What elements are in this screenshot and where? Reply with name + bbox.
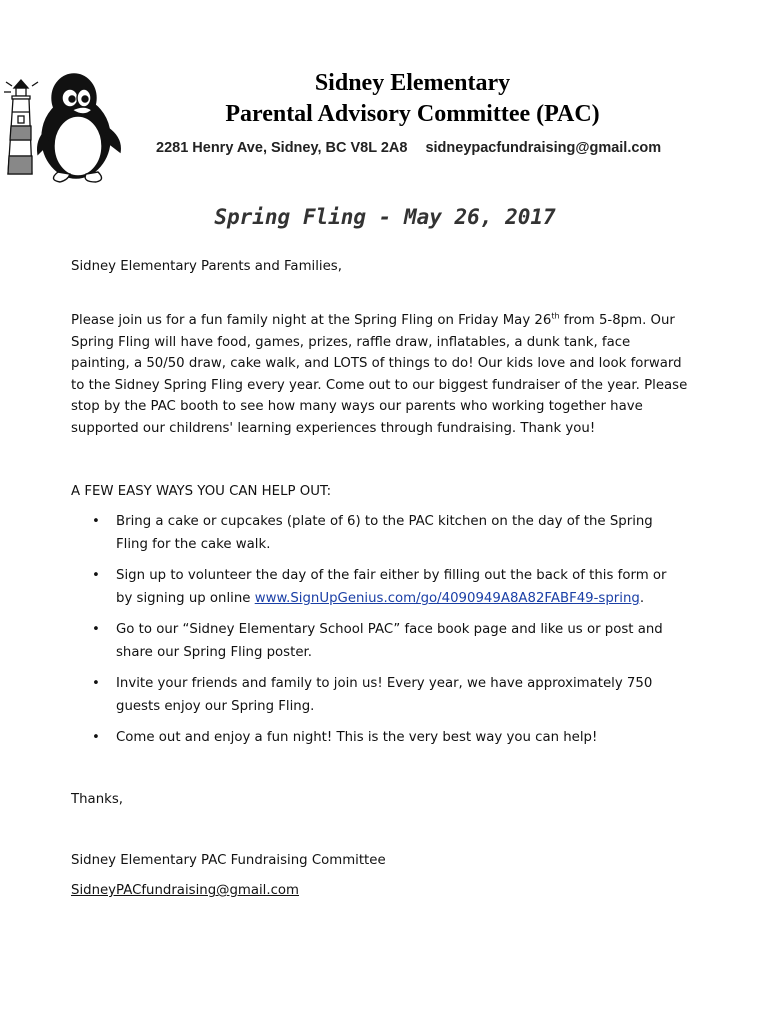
bullet-icon: •: [92, 514, 100, 529]
paragraph-line: to the Sidney Spring Fling every year. Come out to our biggest fundraiser of the year. Please: [71, 377, 688, 393]
signup-genius-link[interactable]: www.SignUpGenius.com/go/4090949A8A82FABF49-spring: [254, 591, 640, 606]
pac-heading: Parental Advisory Committee (PAC): [225, 101, 600, 127]
list-item: • Go to our “Sidney Elementary School PAC” face book page and like us or post and share our Spring Fling poster.: [92, 618, 666, 664]
signature-email-link[interactable]: SidneyPACfundraising@gmail.com: [71, 883, 299, 898]
list-item: • Sign up to volunteer the day of the fair either by filling out the back of this form or by signing up online www.SignUpGenius.com/go/4090949A8A82FABF49-spring.: [92, 564, 666, 610]
paragraph-line: Spring Fling will have food, games, prizes, raffle draw, inflatables, a dunk tank, face: [71, 334, 631, 350]
bullet-icon: •: [92, 730, 100, 745]
school-address: 2281 Henry Ave, Sidney, BC V8L 2A8: [156, 140, 408, 156]
contact-line: [156, 140, 661, 156]
paragraph-line: painting, a 50/50 draw, cake walk, and LOTS of things to do! Our kids love and look forward: [71, 356, 682, 372]
signature-committee: Sidney Elementary PAC Fundraising Committee: [71, 853, 386, 868]
header-email: sidneypacfundraising@gmail.com: [425, 140, 662, 156]
list-item: • Bring a cake or cupcakes (plate of 6) to the PAC kitchen on the day of the Spring Fling for the cake walk.: [92, 510, 666, 556]
help-heading: A FEW EASY WAYS YOU CAN HELP OUT:: [71, 484, 332, 499]
greeting: Sidney Elementary Parents and Families,: [71, 259, 342, 274]
bullet-icon: •: [92, 622, 100, 637]
help-list: [92, 510, 666, 757]
list-item: • Come out and enjoy a fun night! This is the very best way you can help!: [92, 726, 666, 749]
event-title: Spring Fling - May 26, 2017: [214, 205, 556, 229]
bullet-icon: •: [92, 568, 100, 583]
paragraph-line: stop by the PAC booth to see how many ways our parents who working together have: [71, 399, 643, 415]
paragraph-line: Please join us for a fun family night at the Spring Fling on Friday May 26th from 5-8pm. Our: [71, 311, 675, 328]
school-name-heading: Sidney Elementary: [314, 70, 511, 96]
closing-thanks: Thanks,: [71, 792, 123, 807]
bullet-icon: •: [92, 676, 100, 691]
list-item: • Invite your friends and family to join us! Every year, we have approximately 750 guests enjoy our Spring Fling.: [92, 672, 666, 718]
penguin-lighthouse-icon: [2, 68, 124, 186]
paragraph-line: supported our childrens' learning experiences through fundraising. Thank you!: [71, 420, 596, 436]
intro-paragraph: [71, 310, 687, 440]
